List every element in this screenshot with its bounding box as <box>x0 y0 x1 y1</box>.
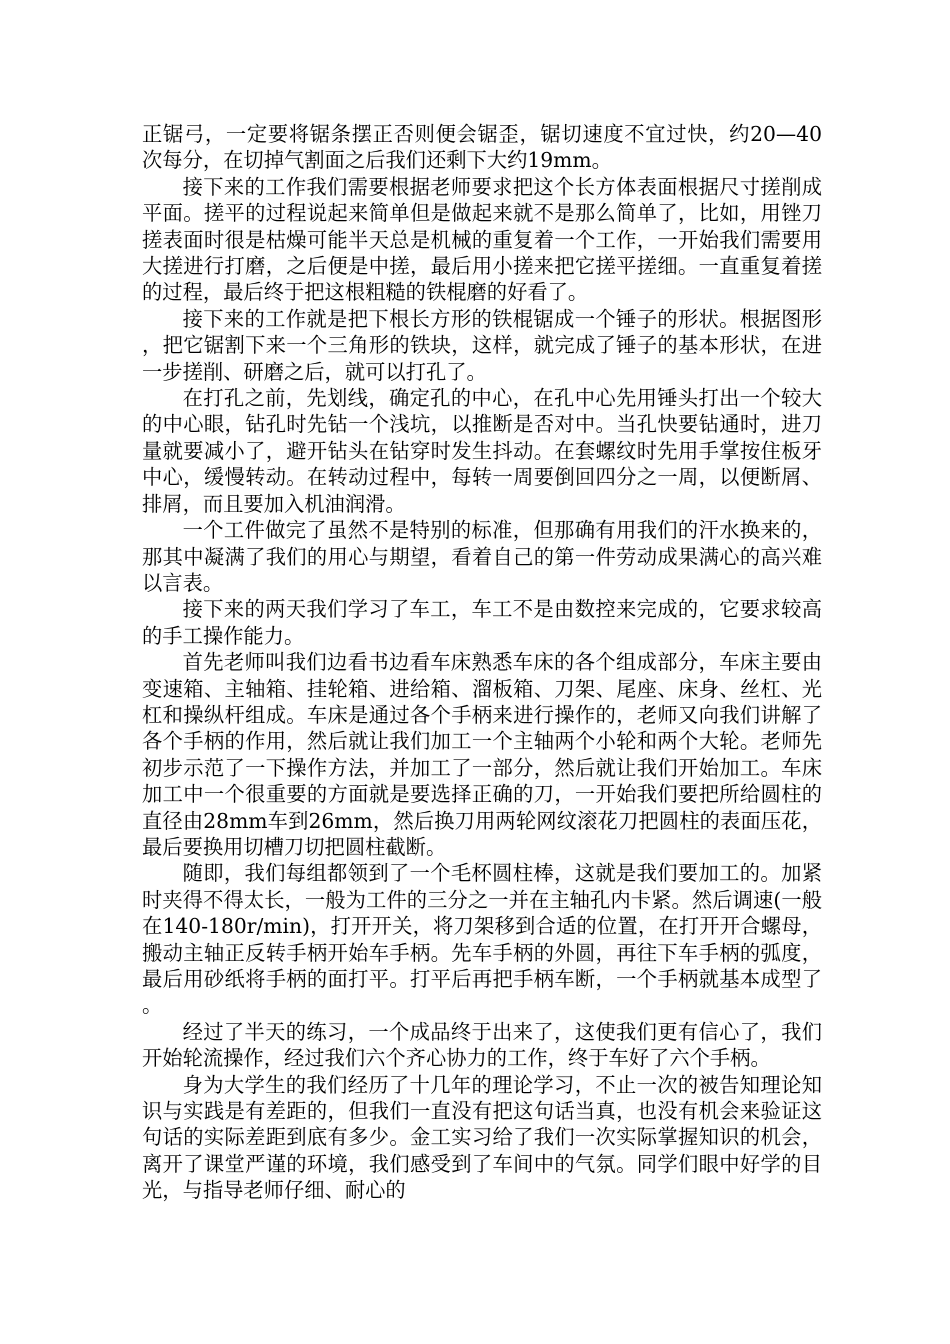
paragraph-2: 接下来的工作我们需要根据老师要求把这个长方体表面根据尺寸搓削成平面。搓平的过程说起来简单但是做起来就不是那么简单了，比如，用锉刀搓表面时很是枯燥可能半天总是机械的重复着一个工作，一开始我们需要用大搓进行打磨，之后便是中搓，最后用小搓来把它搓平搓细。一直重复着搓的过程，最后终于把这根粗糙的铁棍磨的好看了。 <box>142 174 822 305</box>
paragraph-5: 一个工件做完了虽然不是特别的标准，但那确有用我们的汗水换来的，那其中凝满了我们的用心与期望，看着自己的第一件劳动成果满心的高兴难以言表。 <box>142 518 822 595</box>
paragraph-9: 经过了半天的练习，一个成品终于出来了，这使我们更有信心了，我们开始轮流操作，经过我们六个齐心协力的工作，终于车好了六个手柄。 <box>142 1019 822 1071</box>
paragraph-6: 接下来的两天我们学习了车工，车工不是由数控来完成的，它要求较高的手工操作能力。 <box>142 597 822 648</box>
paragraph-7: 首先老师叫我们边看书边看车床熟悉车床的各个组成部分，车床主要由变速箱、主轴箱、挂轮箱、进给箱、溜板箱、刀架、尾座、床身、丝杠、光杠和操纵杆组成。车床是通过各个手柄来进行操作的，老师又向我们讲解了各个手柄的作用，然后就让我们加工一个主轴两个小轮和两个大轮。老师先初步示范了一下操作方法，并加工了一部分，然后就让我们开始加工。车床加工中一个很重要的方面就是要选择正确的刀，一开始我们要把所给圆柱的直径由28mm车到26mm，然后换刀用两轮网纹滚花刀把圆柱的表面压花，最后要换用切槽刀切把圆柱截断。 <box>142 650 822 859</box>
paragraph-1: 正锯弓，一定要将锯条摆正否则便会锯歪，锯切速度不宜过快，约20—40次每分，在切掉气割面之后我们还剩下大约19mm。 <box>142 122 822 173</box>
document-page <box>142 121 822 1204</box>
paragraph-8: 随即，我们每组都领到了一个毛杯圆柱棒，这就是我们要加工的。加紧时夹得不得太长，一般为工件的三分之一并在主轴孔内卡紧。然后调速(一般在140-180r/min)，打开开关，将刀架移到合适的位置，在打开开合螺母，搬动主轴正反转手柄开始车手柄。先车手柄的外圆，再往下车手柄的弧度，最后用砂纸将手柄的面打平。打平后再把手柄车断，一个手柄就基本成型了。 <box>142 861 822 1018</box>
paragraph-4: 在打孔之前，先划线，确定孔的中心，在孔中心先用锤头打出一个较大的中心眼，钻孔时先钻一个浅坑，以推断是否对中。当孔快要钻通时，进刀量就要减小了，避开钻头在钻穿时发生抖动。在套螺纹时先用手掌按住板牙中心，缓慢转动。在转动过程中，每转一周要倒回四分之一周，以便断屑、排屑，而且要加入机油润滑。 <box>142 386 822 516</box>
paragraph-10: 身为大学生的我们经历了十几年的理论学习，不止一次的被告知理论知识与实践是有差距的，但我们一直没有把这句话当真，也没有机会来验证这句话的实际差距到底有多少。金工实习给了我们一次实际掌握知识的机会，离开了课堂严谨的环境，我们感受到了车间中的气氛。同学们眼中好学的目光，与指导老师仔细、耐心的 <box>142 1072 822 1203</box>
paragraph-3: 接下来的工作就是把下根长方形的铁棍锯成一个锤子的形状。根据图形，把它锯割下来一个三角形的铁块，这样，就完成了锤子的基本形状，在进一步搓削、研磨之后，就可以打孔了。 <box>142 306 822 384</box>
